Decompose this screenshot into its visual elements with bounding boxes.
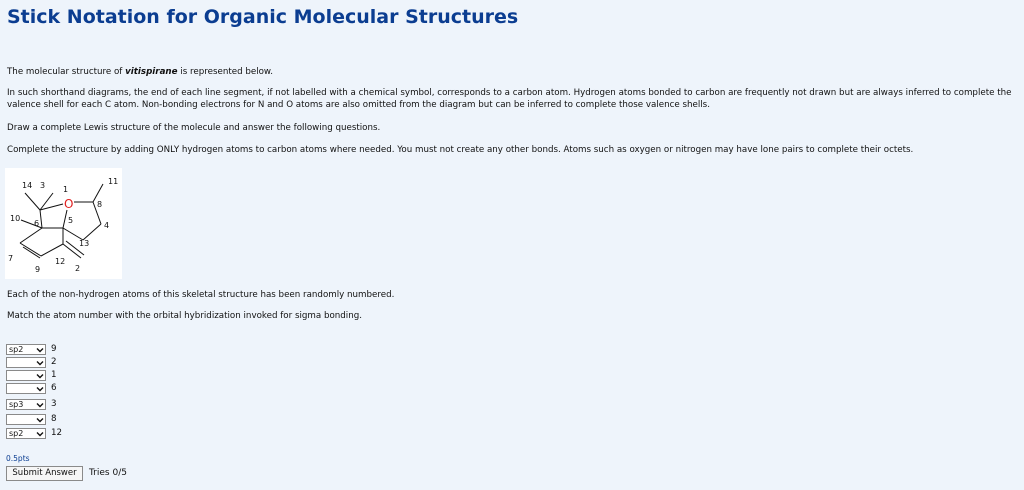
atom-label-12: 12 [55,257,66,266]
intro-paragraph-4: Complete the structure by adding ONLY hydrogen atoms to carbon atoms where needed. You must not create any other bonds. Atoms such as oxygen or nitrogen may have lone pairs to complete their octets. [7,145,914,155]
oxygen-atom-symbol: O [64,197,74,211]
intro-paragraph-1 [7,66,1012,78]
bond-lines [20,184,103,258]
atom-label-13: 13 [79,239,90,248]
atom-number: 1 [51,370,57,380]
atom-number: 9 [51,344,57,354]
atom-number: 3 [51,399,57,409]
hybridization-select[interactable] [6,383,46,394]
atom-label-3: 3 [40,181,46,190]
points-value: 0.5pts [6,454,30,463]
chevron-down-icon [36,359,44,367]
question-text-2: Match the atom number with the orbital hybridization invoked for sigma bonding. [7,311,362,321]
atom-label-8: 8 [97,200,103,209]
selected-value: sp2 [9,345,24,354]
hybridization-select[interactable] [6,357,46,368]
atom-number: 6 [51,383,57,393]
molecule-diagram [5,168,122,279]
chevron-down-icon [36,416,44,424]
atom-label-11: 11 [108,177,119,186]
hybridization-select[interactable] [6,428,46,439]
selected-value: sp3 [9,400,24,409]
chevron-down-icon [36,372,44,380]
intro-paragraph-3: Draw a complete Lewis structure of the molecule and answer the following questions. [7,123,381,133]
chevron-down-icon [36,385,44,393]
atom-label-5: 5 [68,216,74,225]
chevron-down-icon [36,401,44,409]
intro-text: The molecular structure of [7,67,126,77]
atom-number: 8 [51,414,57,424]
question-text-1: Each of the non-hydrogen atoms of this skeletal structure has been randomly numbered. [7,290,395,300]
hybridization-select[interactable] [6,344,46,355]
atom-label-2: 2 [75,264,81,273]
atom-label-14: 14 [22,181,33,190]
atom-label-10: 10 [10,214,21,223]
intro-text-end: is represented below. [177,67,274,77]
intro-paragraph-2: In such shorthand diagrams, the end of each line segment, if not labelled with a chemical symbol, corresponds to a carbon atom. Hydrogen atoms bonded to carbon are frequently not drawn but are always inferred to complete the valence shell for each C atom. Non-bonding electrons for N and O atoms are also omitted from the diagram but can be inferred to complete those valence shells. [7,88,1012,110]
atom-number: 2 [51,357,57,367]
vitispirane-structure [5,168,122,279]
molecule-name: vitispirane [125,67,178,77]
submit-answer-button[interactable]: Submit Answer [6,466,83,481]
atom-label-7: 7 [8,254,14,263]
atom-label-4: 4 [104,221,110,230]
selected-value: sp2 [9,429,24,438]
hybridization-select[interactable] [6,370,46,381]
chevron-down-icon [36,430,44,438]
hybridization-select[interactable] [6,414,46,425]
page-title: Stick Notation for Organic Molecular Structures [7,6,519,28]
atom-label-9: 9 [35,265,41,274]
atom-label-1: 1 [63,185,69,194]
tries-counter: Tries 0/5 [89,468,127,478]
atom-number: 12 [51,428,63,438]
chevron-down-icon [36,346,44,354]
hybridization-select[interactable] [6,399,46,410]
atom-label-6: 6 [34,219,40,228]
